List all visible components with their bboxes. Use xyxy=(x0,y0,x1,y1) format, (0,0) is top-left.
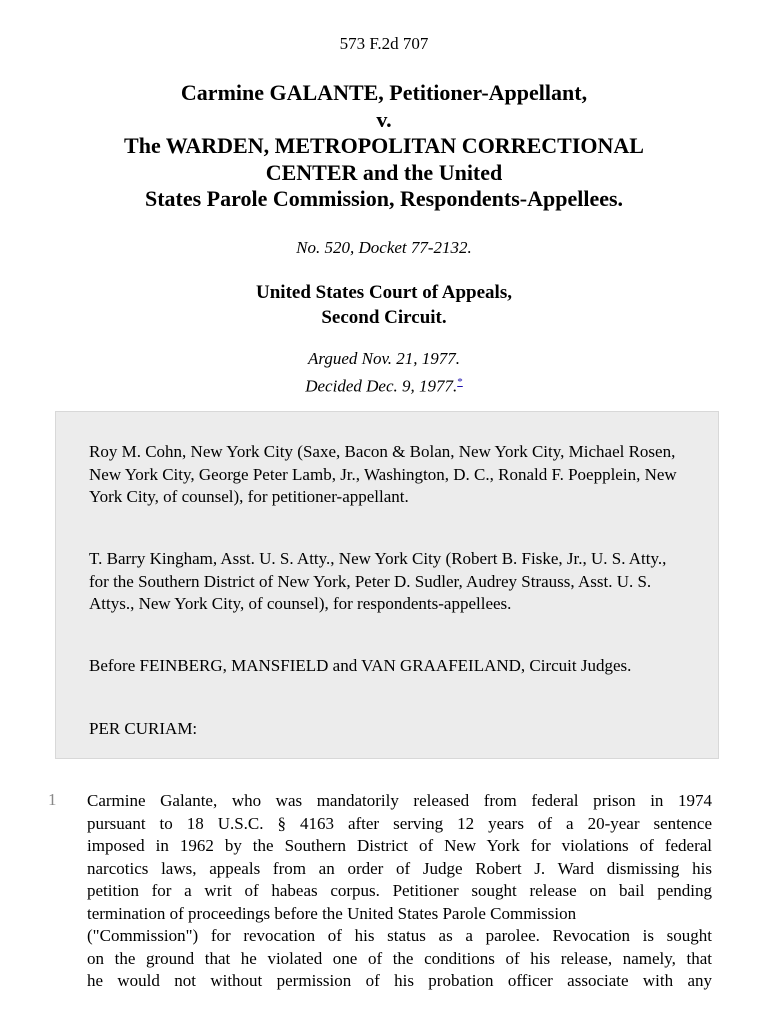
case-title xyxy=(60,80,708,213)
opinion-line: ("Commission") for revocation of his status as a parolee. Revocation is sought xyxy=(87,926,712,945)
title-line: The WARDEN, METROPOLITAN CORRECTIONAL xyxy=(124,133,644,158)
panel-judges: Before FEINBERG, MANSFIELD and VAN GRAAFEILAND, Circuit Judges. xyxy=(89,656,632,675)
case-citation: 573 F.2d 707 xyxy=(339,34,429,53)
opinion-line: petition for a writ of habeas corpus. Petitioner sought release on bail pending xyxy=(87,881,712,900)
title-line: CENTER and the United xyxy=(265,159,503,185)
decided-date: Decided Dec. 9, 1977. xyxy=(305,376,458,396)
opinion-line: he would not without permission of his probation officer associate with any xyxy=(87,971,712,990)
footnote-link[interactable]: * xyxy=(457,376,463,388)
counsel-panel xyxy=(55,411,719,759)
opinion-line: Carmine Galante, who was mandatorily released from federal prison in 1974 xyxy=(87,791,712,810)
respondent-counsel: T. Barry Kingham, Asst. U. S. Atty., New York City (Robert B. Fiske, Jr., U. S. Atty., for the Southern District of New York, Peter D. Sudler, Audrey Strauss, Asst. U. S. Attys., New York City, of counsel), for respondents-appellees. xyxy=(89,549,667,613)
opinion-line: imposed in 1962 by the Southern District of New York for violations of federal xyxy=(87,836,712,855)
opinion-line: termination of proceedings before the United States Parole Commission xyxy=(87,903,577,923)
opinion-line: on the ground that he violated one of the conditions of his release, namely, that xyxy=(87,948,712,968)
docket-number: No. 520, Docket 77-2132. xyxy=(296,238,472,257)
per-curiam-heading: PER CURIAM: xyxy=(89,719,198,738)
opinion-line: pursuant to 18 U.S.C. § 4163 after serving 12 years of a 20-year sentence xyxy=(87,813,712,833)
court-name xyxy=(0,281,768,330)
argued-date: Argued Nov. 21, 1977. xyxy=(307,349,461,368)
title-line: v. xyxy=(376,106,392,132)
decided-date-line xyxy=(0,370,768,398)
title-line: Carmine GALANTE, Petitioner-Appellant, xyxy=(180,80,588,105)
opinion-line: narcotics laws, appeals from an order of Judge Robert J. Ward dismissing his xyxy=(87,858,712,878)
court-line: United States Court of Appeals, xyxy=(256,282,512,303)
opinion-paragraph xyxy=(87,790,712,993)
title-line: States Parole Commission, Respondents-Appellees. xyxy=(144,186,624,211)
case-dates xyxy=(0,347,768,398)
petitioner-counsel: Roy M. Cohn, New York City (Saxe, Bacon & Bolan, New York City, Michael Rosen, New York City, George Peter Lamb, Jr., Washington, D. C., Ronald F. Poepplein, New York City, of counsel), for petitioner-appellant. xyxy=(89,442,677,506)
paragraph-number: 1 xyxy=(48,790,57,809)
court-line: Second Circuit. xyxy=(321,306,447,328)
